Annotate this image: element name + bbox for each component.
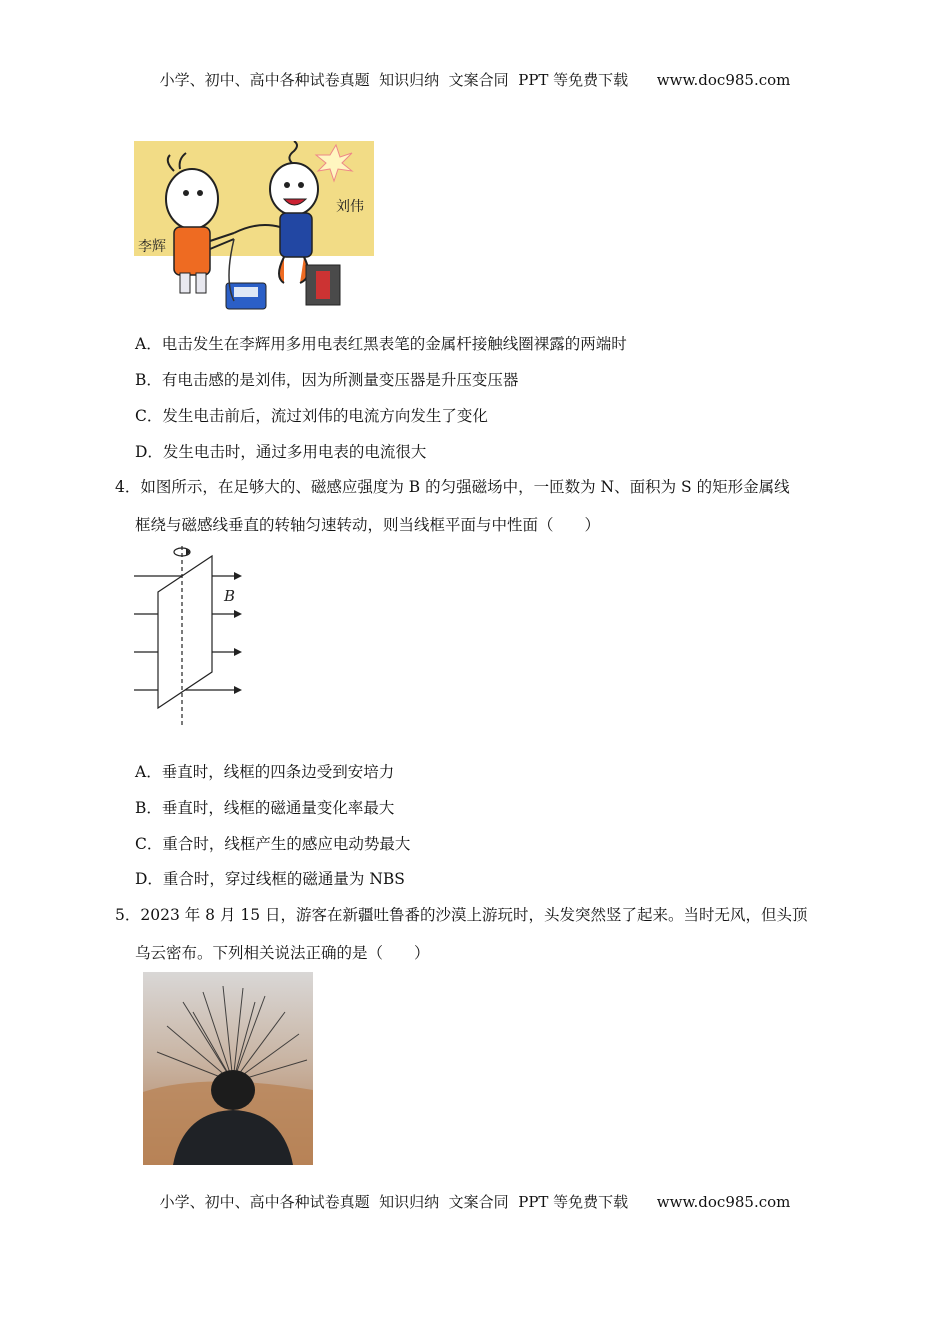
- electric-shock-cartoon: [134, 141, 374, 313]
- standing-hair-photo: [143, 972, 313, 1165]
- q4-option-a: A．垂直时，线框的四条边受到安培力: [135, 763, 395, 781]
- q3-option-b: B．有电击感的是刘伟，因为所测量变压器是升压变压器: [135, 371, 519, 389]
- q4-stem-line-1: 4．如图所示，在足够大的、磁感应强度为 B 的匀强磁场中，一匝数为 N、面积为 S 的矩形金属线: [115, 478, 790, 496]
- page-header: 小学、初中、高中各种试卷真题 知识归纳 文案合同 PPT 等免费下载 www.doc985.com: [159, 71, 791, 89]
- figure-label-liuwei: 刘伟: [336, 198, 364, 214]
- rotating-coil-diagram: [130, 540, 250, 730]
- page-footer: 小学、初中、高中各种试卷真题 知识归纳 文案合同 PPT 等免费下载 www.doc985.com: [159, 1193, 791, 1211]
- q5-stem-line-2: 乌云密布。下列相关说法正确的是（ ）: [135, 944, 430, 962]
- q3-option-c: C．发生电击前后，流过刘伟的电流方向发生了变化: [135, 407, 488, 425]
- q5-stem-line-1: 5．2023 年 8 月 15 日，游客在新疆吐鲁番的沙漠上游玩时，头发突然竖了起来。当时无风，但头顶: [115, 906, 808, 924]
- q4-option-b: B．垂直时，线框的磁通量变化率最大: [135, 799, 395, 817]
- q4-option-c: C．重合时，线框产生的感应电动势最大: [135, 835, 411, 853]
- q4-stem-line-2: 框绕与磁感线垂直的转轴匀速转动，则当线框平面与中性面（ ）: [135, 516, 601, 534]
- q4-option-d: D．重合时，穿过线框的磁通量为 NBS: [135, 870, 405, 888]
- figure-label-lihui: 李辉: [138, 238, 166, 254]
- q3-option-d: D．发生电击时，通过多用电表的电流很大: [135, 443, 427, 461]
- q3-option-a: A．电击发生在李辉用多用电表红黑表笔的金属杆接触线圈裸露的两端时: [135, 335, 627, 353]
- field-label-b: B: [224, 587, 236, 605]
